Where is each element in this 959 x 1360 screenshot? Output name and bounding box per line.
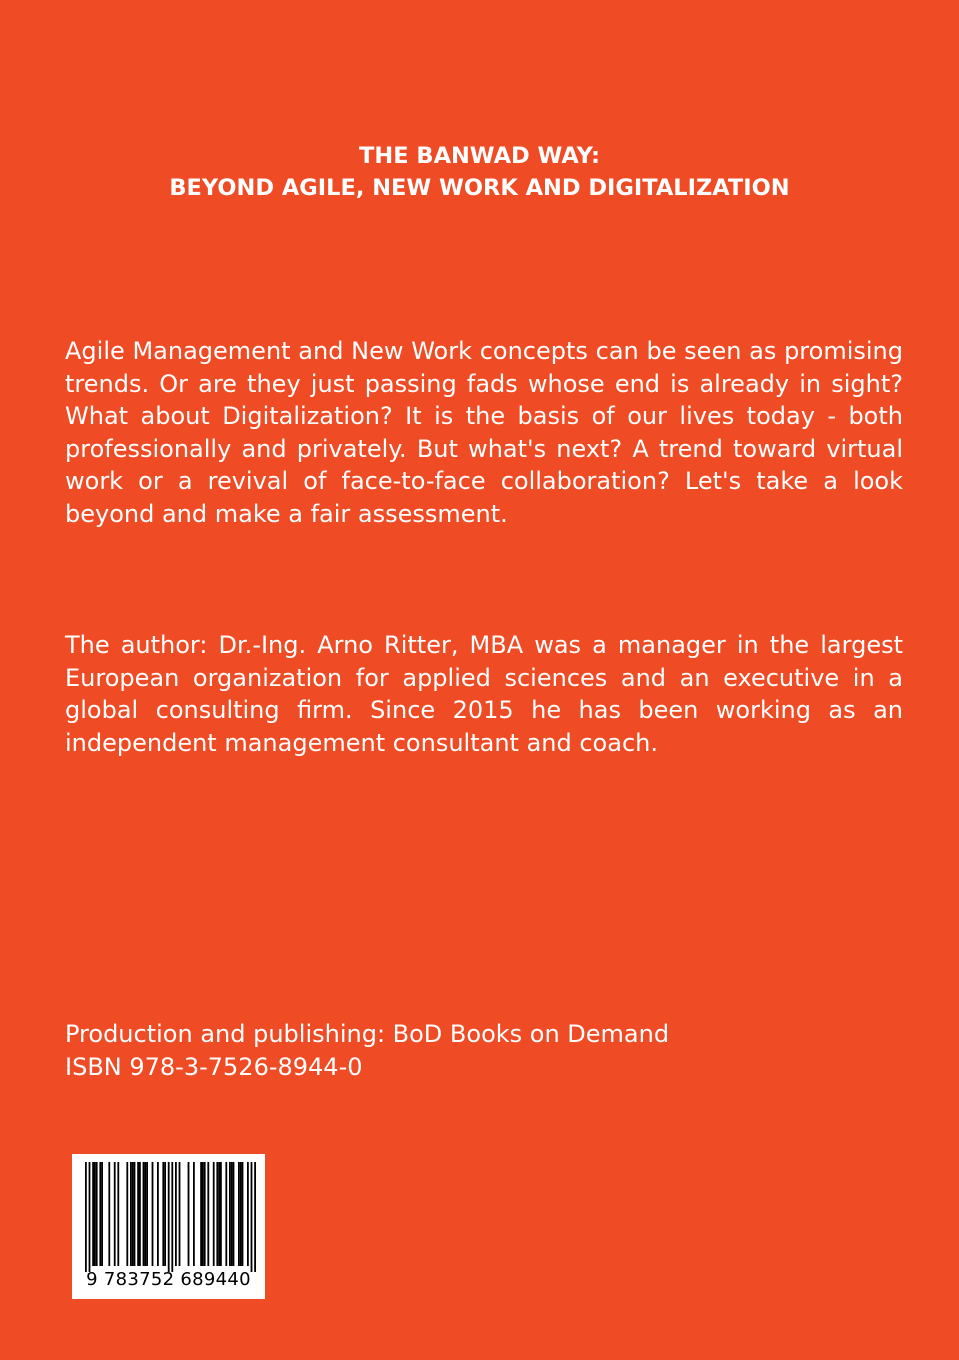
barcode-bar <box>200 1162 202 1266</box>
barcode-bar <box>218 1162 220 1266</box>
barcode-bar <box>202 1162 204 1266</box>
barcode-bar <box>144 1162 146 1266</box>
barcode-bar <box>94 1162 96 1266</box>
barcode-bar <box>143 1162 145 1266</box>
barcode-bar <box>108 1162 110 1266</box>
barcode-bar <box>213 1162 215 1266</box>
title-line-2: BEYOND AGILE, NEW WORK AND DIGITALIZATION <box>169 175 790 201</box>
barcode-bar <box>193 1162 195 1266</box>
barcode-bar <box>96 1162 98 1266</box>
author-bio: The author: Dr.-Ing. Arno Ritter, MBA was a manager in the largest European organization for applied sciences and an executive in a global consulting firm. Since 2015 he has been working as an independent management consultant and coach. <box>65 631 903 757</box>
barcode-bar <box>204 1162 206 1266</box>
isbn-line: ISBN 978-3-7526-8944-0 <box>65 1052 363 1081</box>
barcode-bar <box>233 1162 235 1266</box>
barcode-bar <box>92 1162 94 1266</box>
barcode-bar <box>251 1162 253 1272</box>
barcode-bar <box>130 1162 132 1266</box>
barcode-bar <box>240 1162 242 1266</box>
barcode-bar <box>137 1162 139 1266</box>
barcode-bar <box>99 1162 101 1266</box>
book-title <box>0 140 959 204</box>
barcode-bar <box>175 1162 177 1266</box>
barcode-bar <box>89 1162 91 1272</box>
publisher-info <box>65 1018 669 1083</box>
barcode-bar <box>132 1162 134 1266</box>
barcode-bar <box>179 1162 181 1266</box>
barcode-bar <box>242 1162 244 1266</box>
barcode-bar <box>188 1162 190 1266</box>
barcode-bar <box>152 1162 154 1266</box>
barcode-bar <box>146 1162 148 1266</box>
barcode-bar <box>117 1162 119 1266</box>
barcode-bar <box>254 1162 256 1272</box>
barcode-bar <box>207 1162 209 1266</box>
barcode-bar <box>171 1162 173 1272</box>
barcode-bar <box>238 1162 240 1266</box>
barcode-bar <box>157 1162 159 1266</box>
barcode-bar <box>164 1162 166 1266</box>
barcode-bar <box>247 1162 249 1266</box>
book-description: Agile Management and New Work concepts can be seen as promising trends. Or are they just passing fads whose end is already in sight? What about Digitalization? It is the basis of our lives today - both professionally and privately. But what's next? A trend toward virtual work or a revival of face-to-face collaboration? Let's take a look beyond and make a fair assessment. <box>65 337 903 528</box>
barcode-bars <box>72 1154 265 1274</box>
isbn-barcode <box>72 1154 265 1299</box>
barcode-bar <box>225 1162 227 1266</box>
barcode-bar <box>220 1162 222 1266</box>
barcode-bar <box>114 1162 116 1266</box>
barcode-bar <box>101 1162 103 1266</box>
barcode-bar <box>85 1162 87 1272</box>
barcode-digits: 9 783752 689440 <box>86 1269 251 1290</box>
production-line: Production and publishing: BoD Books on Demand <box>65 1020 670 1048</box>
barcode-bar <box>231 1162 233 1266</box>
barcode-bar <box>139 1162 141 1266</box>
barcode-bar <box>168 1162 170 1272</box>
barcode-bar <box>229 1162 231 1266</box>
title-line-1: THE BANWAD WAY: <box>359 143 600 169</box>
barcode-bar <box>134 1162 136 1266</box>
barcode-bar <box>126 1162 128 1266</box>
barcode-bar <box>216 1162 218 1266</box>
barcode-bar <box>162 1162 164 1266</box>
